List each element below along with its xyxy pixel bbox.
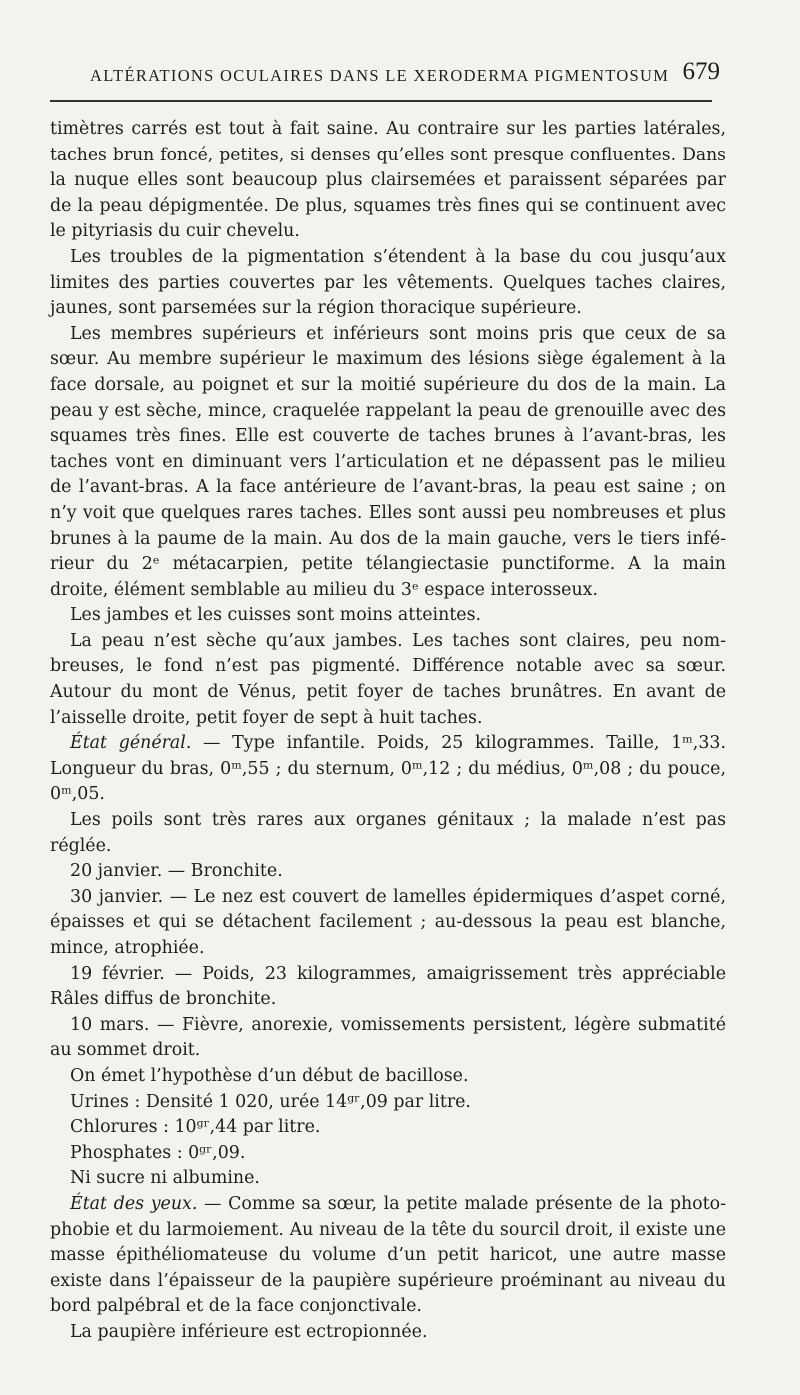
text-line: 20 janvier. — Bronchite.	[70, 861, 283, 882]
text-line: épaisses et qui se détachent facilement ; au-dessous la peau est blanche,	[50, 912, 726, 933]
header-rule	[50, 100, 712, 102]
text-line: de l’avant-bras. A la face antérieure de l’avant-bras, la peau est saine ; on	[50, 477, 726, 498]
text-line: Les membres supérieurs et inférieurs sont moins pris que ceux de sa	[70, 323, 726, 344]
text-line: n’y voit que quelques rares taches. Elles sont aussi peu nombreuses et plus	[50, 502, 726, 523]
text-line: au sommet droit.	[50, 1040, 201, 1061]
text-line: bord palpébral et de la face conjonctivale.	[50, 1296, 422, 1317]
line-text: — Comme sa sœur, la petite malade présente de la photo-	[197, 1193, 726, 1214]
text-line: 30 janvier. — Le nez est couvert de lamelles épidermiques d’aspet corné,	[70, 886, 726, 907]
text-line: sœur. Au membre supérieur le maximum des lésions siège également à la	[50, 349, 726, 370]
text-line	[50, 731, 726, 757]
text-line: On émet l’hypothèse d’un début de bacillose.	[70, 1065, 469, 1086]
text-line: droite, élément semblable au milieu du 3ᵉ espace interosseux.	[50, 579, 599, 600]
text-line: La paupière inférieure est ectropionnée.	[70, 1321, 428, 1342]
text-line: mince, atrophiée.	[50, 938, 205, 958]
text-line: Les jambes et les cuisses sont moins atteintes.	[70, 605, 482, 626]
text-line: timètres carrés est tout à fait saine. Au contraire sur les parties latérales,	[50, 119, 726, 139]
italic-heading: État général.	[70, 733, 192, 754]
text-line: phobie et du larmoiement. Au niveau de la tête du sourcil droit, il existe une	[50, 1219, 726, 1240]
text-line: taches vont en diminuant vers l’articulation et ne dépassent pas le milieu	[50, 451, 726, 472]
page-header	[90, 58, 720, 92]
text-line: face dorsale, au poignet et sur la moitié supérieure du dos de la main. La	[50, 374, 726, 395]
page-number: 679	[682, 58, 720, 85]
running-title: ALTÉRATIONS OCULAIRES DANS LE XERODERMA PIGMENTOSUM	[90, 66, 670, 85]
text-line: 19 février. — Poids, 23 kilogrammes, amaigrissement très appréciable	[70, 963, 726, 984]
text-line: le pityriasis du cuir chevelu.	[50, 221, 300, 242]
text-line: Les troubles de la pigmentation s’étendent à la base du cou jusqu’aux	[70, 246, 726, 267]
line-text: — Type infantile. Poids, 25 kilogrammes. Taille, 1ᵐ,33.	[191, 733, 726, 754]
text-line: 0ᵐ,05.	[50, 784, 105, 805]
text-line: La peau n’est sèche qu’aux jambes. Les taches sont claires, peu nom-	[70, 630, 726, 651]
text-line: de la peau dépigmentée. De plus, squames très fines qui se continuent avec	[50, 195, 726, 216]
text-line: limites des parties couvertes par les vêtements. Quelques taches claires,	[50, 272, 726, 293]
text-line: Phosphates : 0ᵍʳ,09.	[70, 1142, 246, 1163]
text-line: peau y est sèche, mince, craquelée rappelant la peau de grenouille avec des	[50, 400, 726, 421]
text-line: jaunes, sont parsemées sur la région thoracique supérieure.	[50, 298, 582, 319]
text-line: masse épithéliomateuse du volume d’un petit haricot, une autre masse	[50, 1245, 726, 1266]
text-line: taches brun foncé, petites, si denses qu’elles sont presque confluentes. Dans	[50, 144, 726, 165]
text-line: brunes à la paume de la main. Au dos de la main gauche, vers le tiers infé-	[50, 528, 726, 549]
text-line: Urines : Densité 1 020, urée 14ᵍʳ,09 par litre.	[70, 1091, 471, 1112]
text-line: Autour du mont de Vénus, petit foyer de taches brunâtres. En avant de	[50, 682, 726, 703]
body-text	[50, 117, 726, 1346]
text-line	[50, 1192, 726, 1218]
italic-heading: État des yeux.	[70, 1193, 198, 1214]
text-line: Chlorures : 10ᵍʳ,44 par litre.	[70, 1117, 321, 1138]
text-line: réglée.	[50, 835, 112, 856]
text-line: existe dans l’épaisseur de la paupière supérieure proéminant au niveau du	[50, 1270, 726, 1291]
text-line: Les poils sont très rares aux organes génitaux ; la malade n’est pas	[70, 810, 726, 831]
text-line: l’aisselle droite, petit foyer de sept à huit taches.	[50, 707, 483, 728]
text-line: Râles diffus de bronchite.	[50, 989, 277, 1010]
text-line: squames très fines. Elle est couverte de taches brunes à l’avant-bras, les	[50, 426, 726, 447]
text-line: Ni sucre ni albumine.	[70, 1168, 260, 1189]
text-line: la nuque elles sont beaucoup plus clairsemées et paraissent séparées par	[50, 170, 726, 191]
text-line: 10 mars. — Fièvre, anorexie, vomissements persistent, légère submatité	[70, 1014, 726, 1035]
text-line: rieur du 2ᵉ métacarpien, petite télangiectasie punctiforme. A la main	[50, 554, 726, 575]
text-line: Longueur du bras, 0ᵐ,55 ; du sternum, 0ᵐ,12 ; du médius, 0ᵐ,08 ; du pouce,	[50, 758, 726, 779]
text-line: breuses, le fond n’est pas pigmenté. Différence notable avec sa sœur.	[50, 656, 726, 677]
